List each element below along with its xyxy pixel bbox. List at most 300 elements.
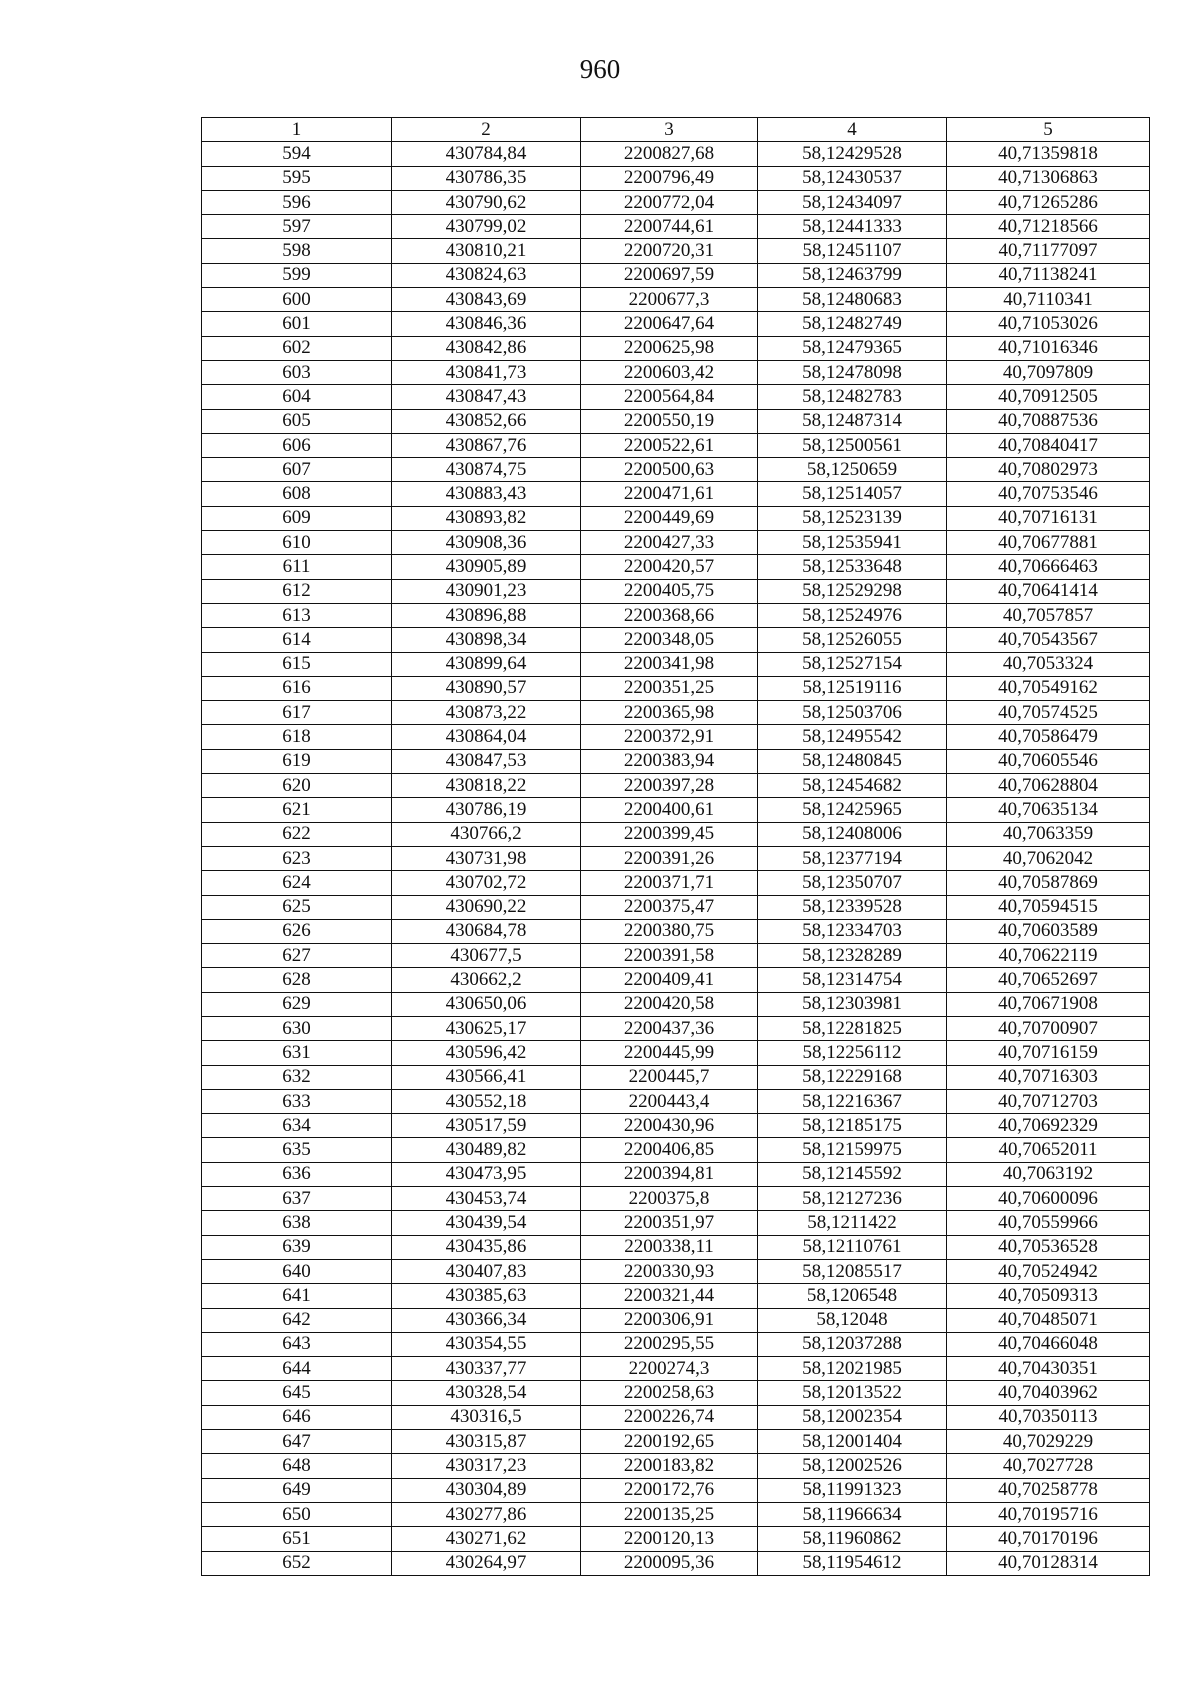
table-cell: 2200471,61 [581, 482, 758, 506]
table-cell: 430264,97 [392, 1551, 581, 1575]
table-cell: 430625,17 [392, 1016, 581, 1040]
table-cell: 58,12495542 [758, 725, 947, 749]
table-cell: 58,12229168 [758, 1065, 947, 1089]
table-cell: 58,12430537 [758, 166, 947, 190]
table-cell: 40,70559966 [947, 1211, 1150, 1235]
table-cell: 613 [202, 603, 392, 627]
table-cell: 430317,23 [392, 1454, 581, 1478]
table-cell: 646 [202, 1405, 392, 1429]
table-cell: 2200183,82 [581, 1454, 758, 1478]
column-header-4: 4 [758, 118, 947, 142]
table-cell: 58,12002354 [758, 1405, 947, 1429]
table-cell: 40,70258778 [947, 1478, 1150, 1502]
table-row [202, 992, 1150, 1016]
table-cell: 2200226,74 [581, 1405, 758, 1429]
table-cell: 430896,88 [392, 603, 581, 627]
table-cell: 58,12527154 [758, 652, 947, 676]
table-row [202, 774, 1150, 798]
table-cell: 2200603,42 [581, 360, 758, 384]
table-cell: 40,70700907 [947, 1016, 1150, 1040]
table-cell: 2200348,05 [581, 628, 758, 652]
table-cell: 2200371,71 [581, 871, 758, 895]
table-cell: 595 [202, 166, 392, 190]
table-cell: 58,12002526 [758, 1454, 947, 1478]
table-cell: 40,70524942 [947, 1259, 1150, 1283]
table-cell: 430354,55 [392, 1332, 581, 1356]
table-cell: 640 [202, 1259, 392, 1283]
table-cell: 40,70430351 [947, 1357, 1150, 1381]
table-cell: 40,7063192 [947, 1162, 1150, 1186]
table-cell: 430662,2 [392, 968, 581, 992]
table-cell: 430517,59 [392, 1114, 581, 1138]
table-cell: 626 [202, 919, 392, 943]
table-header-row [202, 118, 1150, 142]
table-cell: 58,12480683 [758, 288, 947, 312]
table-cell: 430905,89 [392, 555, 581, 579]
table-cell: 2200405,75 [581, 579, 758, 603]
table-row [202, 1259, 1150, 1283]
table-cell: 40,71177097 [947, 239, 1150, 263]
table-cell: 620 [202, 774, 392, 798]
table-row [202, 919, 1150, 943]
table-cell: 639 [202, 1235, 392, 1259]
table-cell: 58,12441333 [758, 215, 947, 239]
table-cell: 58,12482749 [758, 312, 947, 336]
table-row [202, 701, 1150, 725]
table-cell: 430843,69 [392, 288, 581, 312]
table-row [202, 1332, 1150, 1356]
table-cell: 58,12281825 [758, 1016, 947, 1040]
table-cell: 430790,62 [392, 190, 581, 214]
table-cell: 40,70641414 [947, 579, 1150, 603]
table-cell: 58,12145592 [758, 1162, 947, 1186]
table-cell: 58,12001404 [758, 1430, 947, 1454]
table-cell: 2200391,58 [581, 944, 758, 968]
table-row [202, 1138, 1150, 1162]
table-cell: 607 [202, 458, 392, 482]
table-cell: 602 [202, 336, 392, 360]
table-cell: 58,12377194 [758, 846, 947, 870]
table-row [202, 1284, 1150, 1308]
table-cell: 638 [202, 1211, 392, 1235]
table-cell: 58,12478098 [758, 360, 947, 384]
table-body [202, 142, 1150, 1576]
page-number: 960 [579, 54, 621, 84]
table-cell: 58,12408006 [758, 822, 947, 846]
table-cell: 40,71053026 [947, 312, 1150, 336]
table-cell: 2200380,75 [581, 919, 758, 943]
column-header-1: 1 [202, 118, 392, 142]
table-cell: 40,70600096 [947, 1187, 1150, 1211]
table-cell: 2200330,93 [581, 1259, 758, 1283]
table-row [202, 1114, 1150, 1138]
table-cell: 40,70716159 [947, 1041, 1150, 1065]
table-cell: 40,7062042 [947, 846, 1150, 870]
table-cell: 58,12334703 [758, 919, 947, 943]
table-cell: 2200697,59 [581, 263, 758, 287]
table-cell: 40,71359818 [947, 142, 1150, 166]
table-cell: 430899,64 [392, 652, 581, 676]
table-cell: 40,70671908 [947, 992, 1150, 1016]
table-row [202, 968, 1150, 992]
table-cell: 430366,34 [392, 1308, 581, 1332]
table-row [202, 531, 1150, 555]
table-cell: 430901,23 [392, 579, 581, 603]
table-cell: 629 [202, 992, 392, 1016]
table-cell: 627 [202, 944, 392, 968]
table-cell: 612 [202, 579, 392, 603]
table-cell: 58,12500561 [758, 433, 947, 457]
table-cell: 2200625,98 [581, 336, 758, 360]
table-cell: 58,12482783 [758, 385, 947, 409]
table-cell: 430702,72 [392, 871, 581, 895]
table-cell: 2200400,61 [581, 798, 758, 822]
table-cell: 40,7063359 [947, 822, 1150, 846]
table-row [202, 1527, 1150, 1551]
table-cell: 40,70628804 [947, 774, 1150, 798]
table-cell: 2200375,8 [581, 1187, 758, 1211]
table-cell: 621 [202, 798, 392, 822]
table-cell: 40,70622119 [947, 944, 1150, 968]
table-cell: 430810,21 [392, 239, 581, 263]
table-row [202, 1187, 1150, 1211]
table-cell: 58,12159975 [758, 1138, 947, 1162]
table-row [202, 871, 1150, 895]
table-cell: 2200720,31 [581, 239, 758, 263]
table-cell: 58,12533648 [758, 555, 947, 579]
table-cell: 597 [202, 215, 392, 239]
table-cell: 40,71218566 [947, 215, 1150, 239]
table-cell: 40,70509313 [947, 1284, 1150, 1308]
table-cell: 2200120,13 [581, 1527, 758, 1551]
table-cell: 40,70549162 [947, 676, 1150, 700]
table-cell: 2200430,96 [581, 1114, 758, 1138]
table-cell: 40,70912505 [947, 385, 1150, 409]
table-cell: 40,70712703 [947, 1089, 1150, 1113]
table-cell: 430684,78 [392, 919, 581, 943]
table-row [202, 652, 1150, 676]
table-row [202, 312, 1150, 336]
table-cell: 637 [202, 1187, 392, 1211]
table-cell: 58,12048 [758, 1308, 947, 1332]
table-cell: 40,70605546 [947, 749, 1150, 773]
table-cell: 628 [202, 968, 392, 992]
table-cell: 58,12463799 [758, 263, 947, 287]
table-cell: 430407,83 [392, 1259, 581, 1283]
table-cell: 430784,84 [392, 142, 581, 166]
table-row [202, 458, 1150, 482]
table-cell: 40,70840417 [947, 433, 1150, 457]
table-cell: 430677,5 [392, 944, 581, 968]
table-cell: 2200375,47 [581, 895, 758, 919]
table-cell: 430271,62 [392, 1527, 581, 1551]
table-cell: 2200827,68 [581, 142, 758, 166]
table-cell: 58,12454682 [758, 774, 947, 798]
table-cell: 40,7027728 [947, 1454, 1150, 1478]
table-row [202, 1381, 1150, 1405]
table-row [202, 1551, 1150, 1575]
table-cell: 40,70692329 [947, 1114, 1150, 1138]
table-cell: 430453,74 [392, 1187, 581, 1211]
table-cell: 430766,2 [392, 822, 581, 846]
table-cell: 2200338,11 [581, 1235, 758, 1259]
table-row [202, 603, 1150, 627]
table-row [202, 628, 1150, 652]
table-cell: 608 [202, 482, 392, 506]
table-cell: 644 [202, 1357, 392, 1381]
table-cell: 2200522,61 [581, 433, 758, 457]
table-cell: 2200341,98 [581, 652, 758, 676]
table-row [202, 676, 1150, 700]
table-cell: 2200420,58 [581, 992, 758, 1016]
table-cell: 40,70635134 [947, 798, 1150, 822]
table-cell: 647 [202, 1430, 392, 1454]
table-cell: 624 [202, 871, 392, 895]
table-row [202, 846, 1150, 870]
table-cell: 58,12127236 [758, 1187, 947, 1211]
table-cell: 632 [202, 1065, 392, 1089]
table-row [202, 798, 1150, 822]
table-cell: 58,12013522 [758, 1381, 947, 1405]
table-cell: 430841,73 [392, 360, 581, 384]
table-cell: 40,71016346 [947, 336, 1150, 360]
table-cell: 58,12021985 [758, 1357, 947, 1381]
table-cell: 430786,35 [392, 166, 581, 190]
table-cell: 58,12314754 [758, 968, 947, 992]
table-cell: 40,70716303 [947, 1065, 1150, 1089]
table-cell: 2200796,49 [581, 166, 758, 190]
table-cell: 40,70587869 [947, 871, 1150, 895]
table-cell: 58,12514057 [758, 482, 947, 506]
table-cell: 40,70603589 [947, 919, 1150, 943]
table-row [202, 944, 1150, 968]
table-cell: 58,1206548 [758, 1284, 947, 1308]
table-cell: 430898,34 [392, 628, 581, 652]
table-cell: 636 [202, 1162, 392, 1186]
table-cell: 616 [202, 676, 392, 700]
table-cell: 619 [202, 749, 392, 773]
table-cell: 430489,82 [392, 1138, 581, 1162]
table-row [202, 1016, 1150, 1040]
table-cell: 2200443,4 [581, 1089, 758, 1113]
table-cell: 40,71265286 [947, 190, 1150, 214]
table-cell: 40,7029229 [947, 1430, 1150, 1454]
table-cell: 606 [202, 433, 392, 457]
table-cell: 40,70466048 [947, 1332, 1150, 1356]
table-cell: 58,12503706 [758, 701, 947, 725]
table-row [202, 336, 1150, 360]
table-cell: 40,70753546 [947, 482, 1150, 506]
table-row [202, 895, 1150, 919]
table-cell: 430883,43 [392, 482, 581, 506]
table-cell: 58,11954612 [758, 1551, 947, 1575]
table-row [202, 1478, 1150, 1502]
table-cell: 40,70536528 [947, 1235, 1150, 1259]
table-cell: 2200445,99 [581, 1041, 758, 1065]
table-cell: 430890,57 [392, 676, 581, 700]
table-cell: 2200372,91 [581, 725, 758, 749]
table-row [202, 506, 1150, 530]
table-cell: 40,70887536 [947, 409, 1150, 433]
table-row [202, 1405, 1150, 1429]
table-cell: 2200409,41 [581, 968, 758, 992]
table-row [202, 385, 1150, 409]
table-cell: 625 [202, 895, 392, 919]
table-cell: 40,70802973 [947, 458, 1150, 482]
table-cell: 40,70403962 [947, 1381, 1150, 1405]
table-cell: 2200406,85 [581, 1138, 758, 1162]
table-cell: 430847,53 [392, 749, 581, 773]
table-cell: 617 [202, 701, 392, 725]
table-cell: 650 [202, 1502, 392, 1526]
table-cell: 2200647,64 [581, 312, 758, 336]
table-cell: 649 [202, 1478, 392, 1502]
table-cell: 430874,75 [392, 458, 581, 482]
table-cell: 430435,86 [392, 1235, 581, 1259]
table-cell: 430315,87 [392, 1430, 581, 1454]
table-cell: 430552,18 [392, 1089, 581, 1113]
table-cell: 40,70652011 [947, 1138, 1150, 1162]
table-cell: 605 [202, 409, 392, 433]
table-cell: 598 [202, 239, 392, 263]
table-cell: 58,12526055 [758, 628, 947, 652]
table-cell: 40,7097809 [947, 360, 1150, 384]
table-cell: 430650,06 [392, 992, 581, 1016]
table-cell: 651 [202, 1527, 392, 1551]
table-cell: 648 [202, 1454, 392, 1478]
table-row [202, 263, 1150, 287]
table-cell: 601 [202, 312, 392, 336]
table-cell: 58,12429528 [758, 142, 947, 166]
table-cell: 430473,95 [392, 1162, 581, 1186]
table-row [202, 1211, 1150, 1235]
table-cell: 2200135,25 [581, 1502, 758, 1526]
table-cell: 430337,77 [392, 1357, 581, 1381]
table-row [202, 1162, 1150, 1186]
table-cell: 630 [202, 1016, 392, 1040]
table-row [202, 749, 1150, 773]
table-cell: 604 [202, 385, 392, 409]
table-cell: 58,12524976 [758, 603, 947, 627]
table-cell: 58,12425965 [758, 798, 947, 822]
table-cell: 430873,22 [392, 701, 581, 725]
table-cell: 40,70128314 [947, 1551, 1150, 1575]
table-cell: 430818,22 [392, 774, 581, 798]
table-row [202, 579, 1150, 603]
table-cell: 645 [202, 1381, 392, 1405]
table-cell: 2200394,81 [581, 1162, 758, 1186]
table-cell: 596 [202, 190, 392, 214]
table-cell: 40,70195716 [947, 1502, 1150, 1526]
table-cell: 610 [202, 531, 392, 555]
table-row [202, 1357, 1150, 1381]
table-cell: 618 [202, 725, 392, 749]
table-cell: 58,1250659 [758, 458, 947, 482]
table-cell: 58,12339528 [758, 895, 947, 919]
table-cell: 430846,36 [392, 312, 581, 336]
table-cell: 2200306,91 [581, 1308, 758, 1332]
table-cell: 635 [202, 1138, 392, 1162]
table-row [202, 239, 1150, 263]
table-row [202, 433, 1150, 457]
table-cell: 2200564,84 [581, 385, 758, 409]
table-row [202, 215, 1150, 239]
table-cell: 430316,5 [392, 1405, 581, 1429]
table-cell: 614 [202, 628, 392, 652]
table-cell: 40,70543567 [947, 628, 1150, 652]
table-cell: 58,12451107 [758, 239, 947, 263]
table-cell: 58,12085517 [758, 1259, 947, 1283]
table-cell: 615 [202, 652, 392, 676]
table-cell: 58,12303981 [758, 992, 947, 1016]
table-cell: 2200095,36 [581, 1551, 758, 1575]
table-cell: 430908,36 [392, 531, 581, 555]
table-cell: 641 [202, 1284, 392, 1308]
table-cell: 2200772,04 [581, 190, 758, 214]
table-cell: 40,70652697 [947, 968, 1150, 992]
table-cell: 430385,63 [392, 1284, 581, 1308]
table-row [202, 1089, 1150, 1113]
table-cell: 430824,63 [392, 263, 581, 287]
table-row [202, 166, 1150, 190]
table-cell: 430596,42 [392, 1041, 581, 1065]
table-cell: 2200550,19 [581, 409, 758, 433]
table-cell: 58,12487314 [758, 409, 947, 433]
table-cell: 430847,43 [392, 385, 581, 409]
table-row [202, 555, 1150, 579]
table-cell: 2200172,76 [581, 1478, 758, 1502]
table-cell: 58,12256112 [758, 1041, 947, 1065]
table-cell: 2200391,26 [581, 846, 758, 870]
table-cell: 430786,19 [392, 798, 581, 822]
table-cell: 2200397,28 [581, 774, 758, 798]
table-row [202, 190, 1150, 214]
table-cell: 58,12519116 [758, 676, 947, 700]
table-cell: 633 [202, 1089, 392, 1113]
table-cell: 58,12110761 [758, 1235, 947, 1259]
table-cell: 58,12037288 [758, 1332, 947, 1356]
table-cell: 58,11966634 [758, 1502, 947, 1526]
table-row [202, 1430, 1150, 1454]
table-cell: 40,70716131 [947, 506, 1150, 530]
table-row [202, 1308, 1150, 1332]
table-cell: 603 [202, 360, 392, 384]
table-cell: 430277,86 [392, 1502, 581, 1526]
table-row [202, 142, 1150, 166]
table-cell: 634 [202, 1114, 392, 1138]
table-row [202, 1065, 1150, 1089]
table-cell: 622 [202, 822, 392, 846]
table-cell: 40,70485071 [947, 1308, 1150, 1332]
table-cell: 40,70170196 [947, 1527, 1150, 1551]
table-cell: 40,70594515 [947, 895, 1150, 919]
table-cell: 430304,89 [392, 1478, 581, 1502]
table-cell: 2200368,66 [581, 603, 758, 627]
table-row [202, 482, 1150, 506]
table-cell: 430690,22 [392, 895, 581, 919]
table-cell: 58,12479365 [758, 336, 947, 360]
table-row [202, 725, 1150, 749]
table-cell: 430864,04 [392, 725, 581, 749]
table-cell: 40,70350113 [947, 1405, 1150, 1429]
table-cell: 430439,54 [392, 1211, 581, 1235]
table-cell: 2200677,3 [581, 288, 758, 312]
table-cell: 2200744,61 [581, 215, 758, 239]
table-cell: 2200427,33 [581, 531, 758, 555]
table-cell: 631 [202, 1041, 392, 1065]
column-header-5: 5 [947, 118, 1150, 142]
table-row [202, 409, 1150, 433]
